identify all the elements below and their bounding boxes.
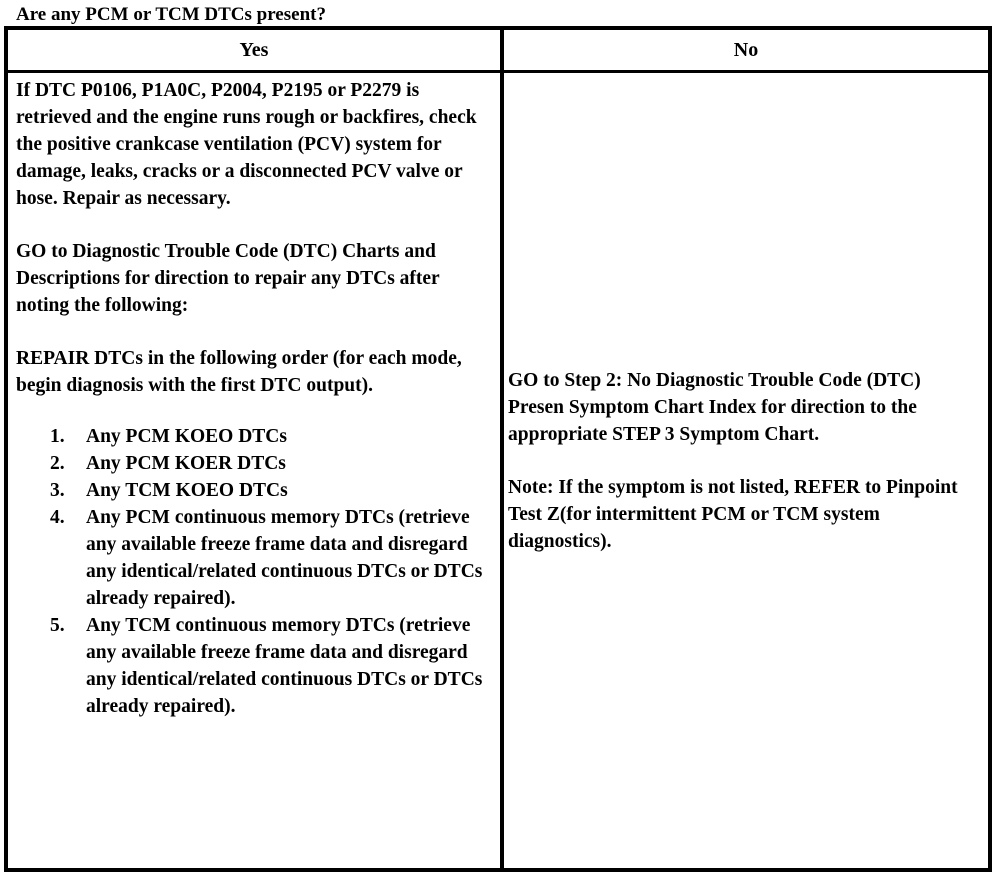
no-paragraph-goto-step-2: GO to Step 2: No Diagnostic Trouble Code (DTC) Presen Symptom Chart Index for direction to the appropriate STEP 3 Symptom Chart. <box>508 370 921 445</box>
list-item <box>16 477 494 504</box>
list-item-text: Any PCM continuous memory DTCs (retrieve any available freeze frame data and disregard any identical/related continuous DTCs or DTCs already repaired). <box>86 507 483 609</box>
question-heading: Are any PCM or TCM DTCs present? <box>16 4 326 25</box>
list-item <box>16 423 494 450</box>
list-item-number: 2. <box>50 453 65 474</box>
header-no: No <box>733 39 759 61</box>
list-item-number: 5. <box>50 615 65 636</box>
yes-cell <box>16 77 494 720</box>
header-rule <box>8 70 988 73</box>
list-item <box>16 504 494 612</box>
list-item <box>16 450 494 477</box>
list-item <box>16 612 494 720</box>
list-item-text: Any TCM KOEO DTCs <box>86 480 288 501</box>
list-item-number: 3. <box>50 480 65 501</box>
yes-paragraph-pcv-check: If DTC P0106, P1A0C, P2004, P2195 or P2279 is retrieved and the engine runs rough or backfires, check the positive crankcase ventilation (PCV) system for damage, leaks, cracks or a disconnected PCV valve or hose. Repair as necessary. <box>16 80 477 209</box>
column-divider <box>500 30 504 868</box>
list-item-number: 4. <box>50 507 65 528</box>
yes-paragraph-repair-order: REPAIR DTCs in the following order (for each mode, begin diagnosis with the first DTC output). <box>16 348 462 396</box>
list-item-text: Any TCM continuous memory DTCs (retrieve any available freeze frame data and disregard any identical/related continuous DTCs or DTCs already repaired). <box>86 615 483 717</box>
no-cell <box>508 367 980 555</box>
list-item-text: Any PCM KOEO DTCs <box>86 426 287 447</box>
header-yes: Yes <box>239 39 269 61</box>
list-item-number: 1. <box>50 426 65 447</box>
list-item-text: Any PCM KOER DTCs <box>86 453 286 474</box>
dtc-repair-order-list <box>16 423 494 720</box>
no-paragraph-note: Note: If the symptom is not listed, REFER to Pinpoint Test Z(for intermittent PCM or TCM system diagnostics). <box>508 477 958 552</box>
yes-paragraph-goto-dtc-charts: GO to Diagnostic Trouble Code (DTC) Charts and Descriptions for direction to repair any DTCs after noting the following: <box>16 241 440 316</box>
diagnostic-table <box>4 26 992 872</box>
